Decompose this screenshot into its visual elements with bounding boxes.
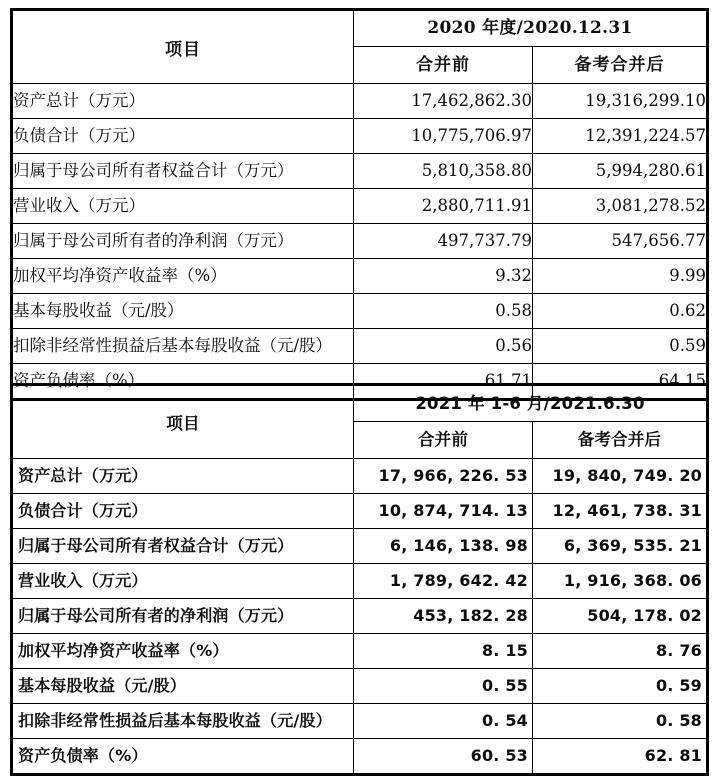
row-value-pro-forma-post-merger: 0.59 [533, 329, 708, 364]
table-2021-body [12, 459, 708, 775]
table-row [12, 704, 708, 739]
table-row [12, 84, 708, 119]
row-item-label: 加权平均净资产收益率（%） [12, 259, 354, 294]
row-value-pre-merger: 5,810,358.80 [354, 154, 533, 189]
row-value-pre-merger: 10, 874, 714. 13 [354, 494, 533, 529]
row-item-label: 负债合计（万元） [12, 119, 354, 154]
row-value-pre-merger: 9.32 [354, 259, 533, 294]
row-value-pro-forma-post-merger: 19,316,299.10 [533, 84, 708, 119]
table-row [12, 259, 708, 294]
row-value-pre-merger: 453, 182. 28 [354, 599, 533, 634]
table-2021-item-header: 项目 [12, 385, 354, 459]
table-2021-period-header: 2021 年 1-6 月/2021.6.30 [354, 385, 708, 422]
row-value-pre-merger: 2,880,711.91 [354, 189, 533, 224]
row-value-pro-forma-post-merger: 0. 59 [533, 669, 708, 704]
row-item-label: 扣除非经常性损益后基本每股收益（元/股） [12, 704, 354, 739]
row-value-pro-forma-post-merger: 6, 369, 535. 21 [533, 529, 708, 564]
table-2021-header-row-period [12, 385, 708, 422]
row-value-pre-merger: 10,775,706.97 [354, 119, 533, 154]
row-value-pre-merger: 17,462,862.30 [354, 84, 533, 119]
table-2021-column-header-pre: 合并前 [354, 422, 533, 459]
row-item-label: 归属于母公司所有者权益合计（万元） [12, 154, 354, 189]
row-value-pro-forma-post-merger: 0.62 [533, 294, 708, 329]
table-2020-header [12, 10, 708, 84]
table-row [12, 329, 708, 364]
row-item-label: 资产负债率（%） [12, 364, 354, 400]
table-2020-column-header-post: 备考合并后 [533, 47, 708, 84]
table-row [12, 529, 708, 564]
row-value-pre-merger: 0.56 [354, 329, 533, 364]
row-item-label: 资产负债率（%） [12, 739, 354, 775]
row-value-pre-merger: 60. 53 [354, 739, 533, 775]
table-2020-column-header-pre: 合并前 [354, 47, 533, 84]
row-value-pro-forma-post-merger: 504, 178. 02 [533, 599, 708, 634]
row-item-label: 资产总计（万元） [12, 459, 354, 494]
row-value-pro-forma-post-merger: 62. 81 [533, 739, 708, 775]
row-item-label: 营业收入（万元） [12, 564, 354, 599]
financial-table-2020 [10, 8, 709, 401]
row-value-pre-merger: 0. 54 [354, 704, 533, 739]
table-2020-period-header: 2020 年度/2020.12.31 [354, 10, 708, 47]
row-value-pre-merger: 61.71 [354, 364, 533, 400]
row-value-pro-forma-post-merger: 12,391,224.57 [533, 119, 708, 154]
row-value-pro-forma-post-merger: 1, 916, 368. 06 [533, 564, 708, 599]
table-row [12, 494, 708, 529]
table-2021-column-header-post: 备考合并后 [533, 422, 708, 459]
row-value-pro-forma-post-merger: 0. 58 [533, 704, 708, 739]
row-value-pro-forma-post-merger: 12, 461, 738. 31 [533, 494, 708, 529]
row-value-pre-merger: 6, 146, 138. 98 [354, 529, 533, 564]
financial-table-2021-container [10, 383, 706, 776]
row-value-pre-merger: 17, 966, 226. 53 [354, 459, 533, 494]
row-item-label: 归属于母公司所有者的净利润（万元） [12, 224, 354, 259]
table-2020-item-header: 项目 [12, 10, 354, 84]
table-2021-header [12, 385, 708, 459]
table-row [12, 599, 708, 634]
row-value-pre-merger: 1, 789, 642. 42 [354, 564, 533, 599]
row-value-pro-forma-post-merger: 9.99 [533, 259, 708, 294]
table-row [12, 294, 708, 329]
row-value-pro-forma-post-merger: 547,656.77 [533, 224, 708, 259]
table-2020-header-row-period [12, 10, 708, 47]
row-value-pre-merger: 0.58 [354, 294, 533, 329]
row-value-pre-merger: 8. 15 [354, 634, 533, 669]
table-row [12, 224, 708, 259]
table-2020-body [12, 84, 708, 400]
row-item-label: 归属于母公司所有者权益合计（万元） [12, 529, 354, 564]
table-row [12, 739, 708, 775]
row-item-label: 营业收入（万元） [12, 189, 354, 224]
row-item-label: 扣除非经常性损益后基本每股收益（元/股） [12, 329, 354, 364]
row-value-pro-forma-post-merger: 3,081,278.52 [533, 189, 708, 224]
row-item-label: 负债合计（万元） [12, 494, 354, 529]
row-value-pro-forma-post-merger: 19, 840, 749. 20 [533, 459, 708, 494]
table-row [12, 669, 708, 704]
table-row [12, 459, 708, 494]
table-row [12, 564, 708, 599]
financial-table-2021 [10, 383, 709, 776]
table-row [12, 154, 708, 189]
row-value-pro-forma-post-merger: 5,994,280.61 [533, 154, 708, 189]
row-item-label: 加权平均净资产收益率（%） [12, 634, 354, 669]
row-value-pro-forma-post-merger: 8. 76 [533, 634, 708, 669]
row-value-pre-merger: 497,737.79 [354, 224, 533, 259]
row-item-label: 基本每股收益（元/股） [12, 294, 354, 329]
table-row [12, 634, 708, 669]
row-item-label: 基本每股收益（元/股） [12, 669, 354, 704]
row-item-label: 资产总计（万元） [12, 84, 354, 119]
table-row [12, 119, 708, 154]
row-item-label: 归属于母公司所有者的净利润（万元） [12, 599, 354, 634]
row-value-pre-merger: 0. 55 [354, 669, 533, 704]
table-row [12, 189, 708, 224]
financial-table-2020-container [10, 8, 706, 401]
row-value-pro-forma-post-merger: 64.15 [533, 364, 708, 400]
